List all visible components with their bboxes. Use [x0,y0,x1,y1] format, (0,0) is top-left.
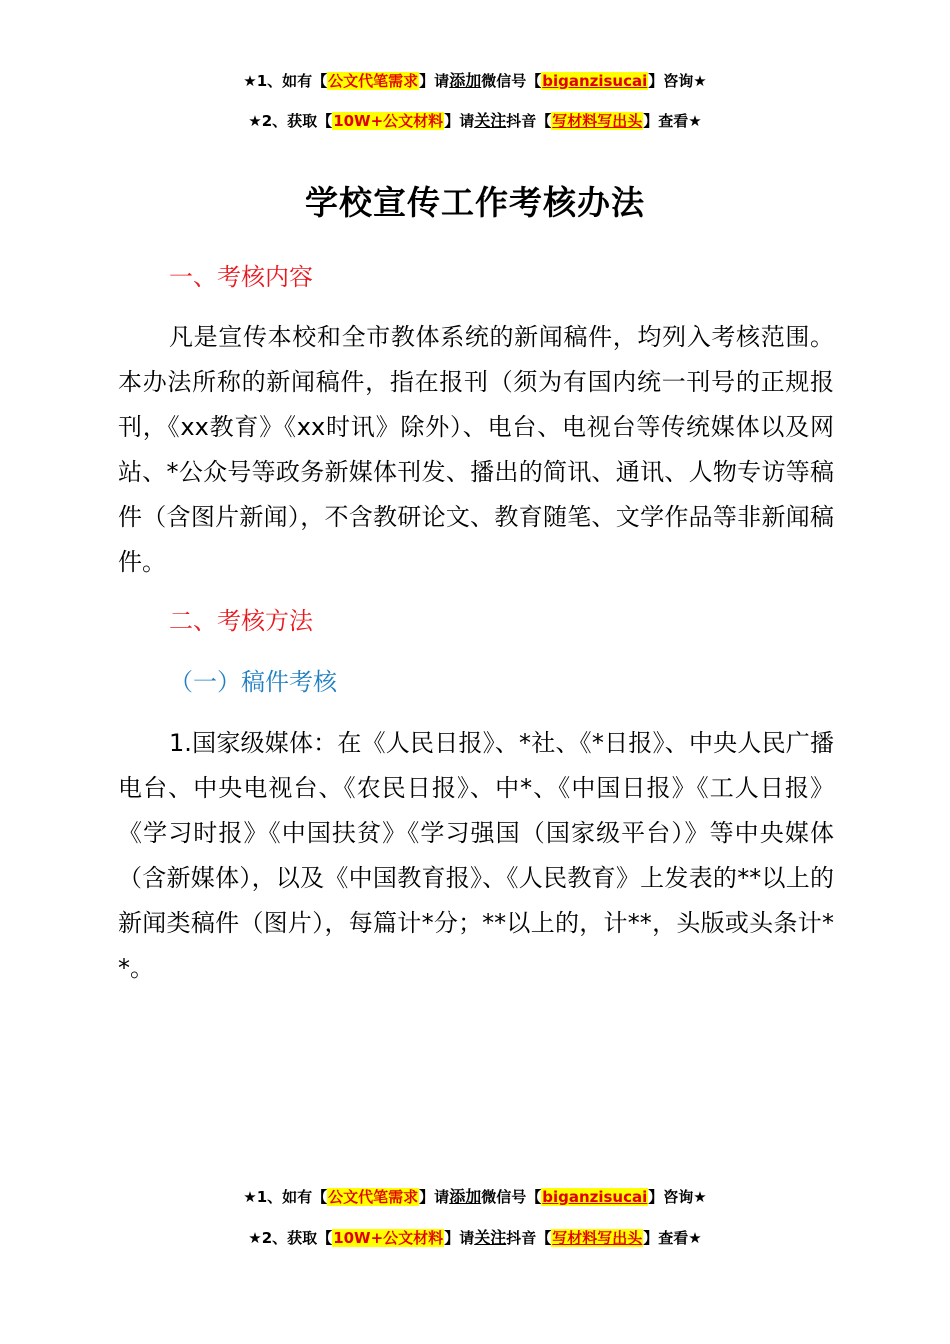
banner-highlight: 10W+公文材料 [333,112,444,130]
banner-text: 抖音【 [506,1229,552,1247]
banner-prefix: ★2、获取【 [248,1229,333,1247]
banner-text: 】请 [444,112,475,130]
banner-text: 微信号【 [481,1188,542,1206]
banner-text: 微信号【 [481,72,542,90]
banner-suffix: 】查看★ [643,1229,702,1247]
bottom-banner-line-2 [0,1227,950,1249]
douyin-id-highlight: 写材料写出头 [552,1229,643,1247]
banner-prefix: ★1、如有【 [243,72,328,90]
section-heading-1: 一、考核内容 [169,263,313,291]
section-heading-2: 二、考核方法 [169,607,313,635]
banner-underlined-text: 关注 [474,1228,507,1247]
banner-text: 抖音【 [506,112,552,130]
document-title: 学校宣传工作考核办法 [305,183,645,222]
banner-suffix: 】咨询★ [648,72,707,90]
banner-prefix: ★1、如有【 [243,1188,328,1206]
banner-highlight: 公文代笔需求 [328,1188,419,1206]
banner-suffix: 】查看★ [643,112,702,130]
banner-text: 】请 [419,1188,450,1206]
banner-suffix: 】咨询★ [648,1188,707,1206]
banner-underlined-text: 关注 [474,111,507,130]
banner-highlight: 10W+公文材料 [333,1229,444,1247]
banner-highlight: 公文代笔需求 [328,72,419,90]
bottom-banner-line-1 [0,1186,950,1208]
wechat-id-highlight: biganzisucai [542,1188,648,1206]
section-2-paragraph: 1.国家级媒体：在《人民日报》、*社、《*日报》、中央人民广播电台、中央电视台、《农民日报》、中*、《中国日报》《工人日报》《学习时报》《中国扶贫》《学习强国（国家级平台）》等中央媒体（含新媒体），以及《中国教育报》、《人民教育》上发表的**以上的新闻类稿件（图片），每篇计*分；**以上的，计**，头版或头条计**。 [118,729,834,982]
banner-text: 】请 [419,72,450,90]
douyin-id-highlight: 写材料写出头 [552,112,643,130]
subsection-heading: （一）稿件考核 [169,668,337,696]
top-banner-line-2 [0,110,950,132]
wechat-id-highlight: biganzisucai [542,72,648,90]
section-1-paragraph: 凡是宣传本校和全市教体系统的新闻稿件，均列入考核范围。本办法所称的新闻稿件，指在报刊（须为有国内统一刊号的正规报刊，《xx教育》《xx时讯》除外）、电台、电视台等传统媒体以及网站、*公众号等政务新媒体刊发、播出的简讯、通讯、人物专访等稿件（含图片新闻），不含教研论文、教育随笔、文学作品等非新闻稿件。 [118,323,834,576]
banner-prefix: ★2、获取【 [248,112,333,130]
banner-underlined-text: 添加 [449,71,482,90]
top-banner-line-1 [0,70,950,92]
banner-text: 】请 [444,1229,475,1247]
banner-underlined-text: 添加 [449,1187,482,1206]
